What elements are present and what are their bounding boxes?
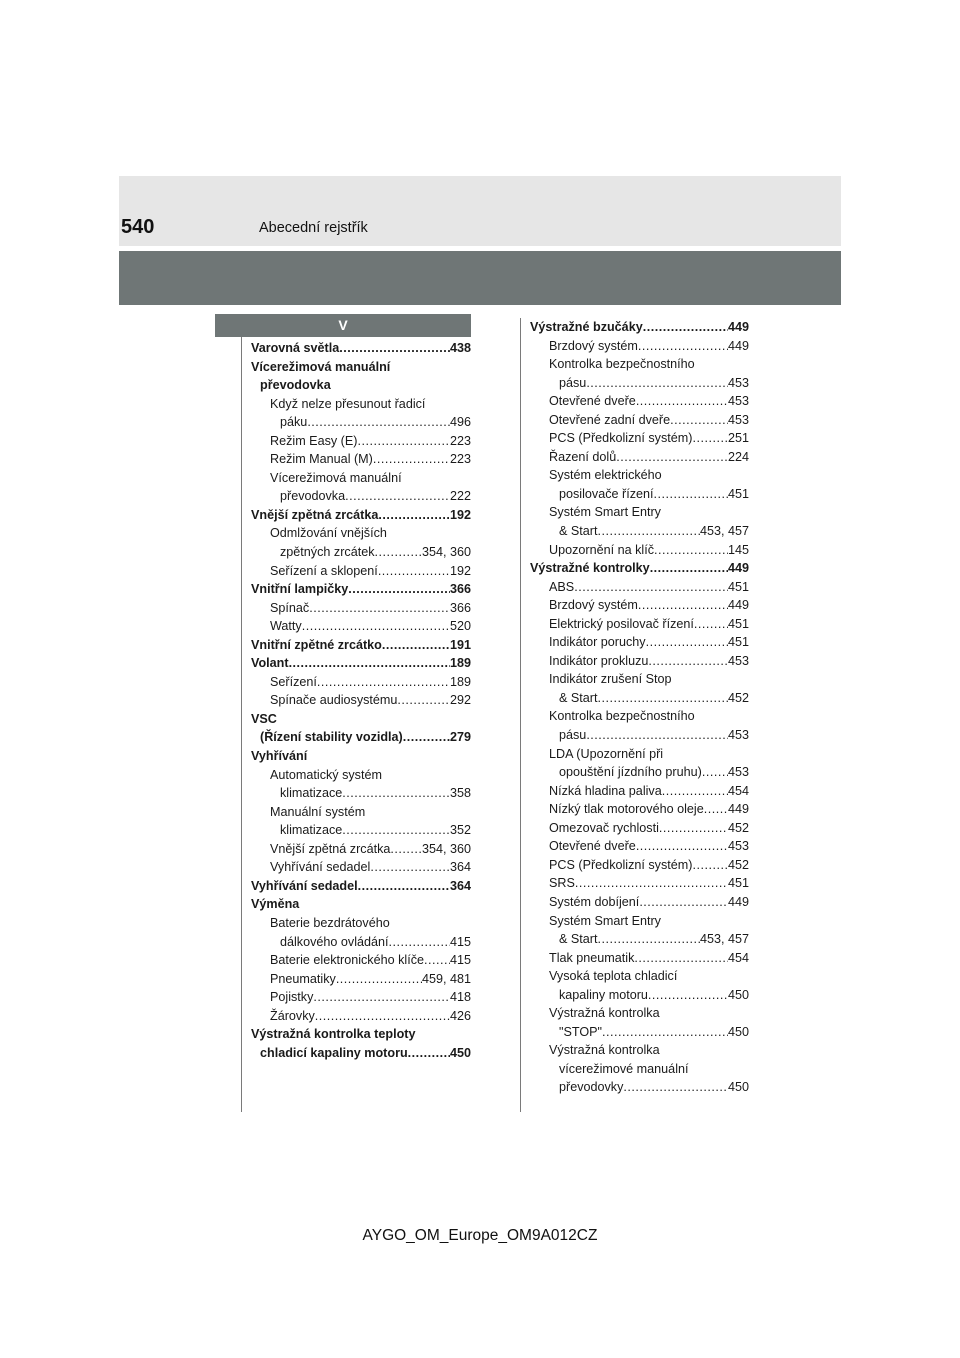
index-entry-term: Upozornění na klíč [549, 542, 655, 557]
index-entry-page: 451 [727, 635, 749, 650]
index-entry-page: 453 [727, 653, 749, 668]
index-column-right [530, 318, 749, 1097]
index-entry-page: 453 [727, 375, 749, 390]
index-entry [251, 599, 471, 618]
index-entry-page: 451 [727, 616, 749, 631]
index-entry-page: 364 [449, 878, 471, 893]
index-entry-term: Řazení dolů [549, 449, 617, 464]
index-entry-page: 453 [727, 839, 749, 854]
index-entry-page: 189 [449, 674, 471, 689]
leader-dots [586, 374, 728, 393]
leader-dots [390, 840, 422, 859]
index-entry-page: 354, 360 [421, 841, 471, 856]
index-entry [530, 633, 749, 652]
header-dark-band [119, 251, 841, 305]
index-entry [530, 949, 749, 968]
index-entry-page: 449 [727, 338, 749, 353]
index-entry [530, 837, 749, 856]
index-entry [530, 967, 749, 986]
index-entry-term: klimatizace [280, 786, 343, 801]
index-entry [530, 1078, 749, 1097]
index-entry [251, 654, 471, 673]
index-entry [251, 821, 471, 840]
index-entry [251, 728, 471, 747]
index-entry [530, 856, 749, 875]
index-entry-page: 453 [727, 765, 749, 780]
leader-dots [309, 599, 450, 618]
leader-dots [317, 673, 450, 692]
leader-dots [586, 726, 728, 745]
index-entry-term: LDA (Upozornění při [549, 746, 664, 761]
index-entry-term: Vícerežimová manuální [251, 359, 391, 374]
leader-dots [648, 986, 728, 1005]
index-entry [530, 1060, 749, 1079]
index-entry [530, 745, 749, 764]
index-entry [251, 580, 471, 599]
index-entry-term: Brzdový systém [549, 338, 638, 353]
leader-dots [382, 636, 450, 655]
index-entry-term: dálkového ovládání [280, 934, 389, 949]
column-rule-middle [520, 318, 521, 1112]
index-entry-page: 366 [449, 582, 471, 597]
leader-dots [659, 819, 728, 838]
index-entry-term: Výstražná kontrolka [549, 1043, 660, 1058]
leader-dots [345, 487, 450, 506]
leader-dots [636, 837, 728, 856]
index-entry-term: Otevřené zadní dveře [549, 412, 671, 427]
index-column-left [251, 339, 471, 1062]
index-entry-term: Režim Easy (E) [270, 433, 358, 448]
index-entry-term: klimatizace [280, 823, 343, 838]
index-entry-page: 452 [727, 857, 749, 872]
index-entry-term: vícerežimové manuální [559, 1061, 689, 1076]
leader-dots [654, 541, 728, 560]
index-entry [530, 392, 749, 411]
index-entry [251, 803, 471, 822]
index-entry [251, 432, 471, 451]
index-entry-page: 449 [727, 598, 749, 613]
index-entry-term: Režim Manual (M) [270, 452, 373, 467]
index-entry-term: Baterie elektronického klíče [270, 953, 425, 968]
leader-dots [342, 784, 450, 803]
leader-dots [646, 633, 728, 652]
leader-dots [692, 429, 728, 448]
index-entry-page: 450 [727, 987, 749, 1002]
index-entry [251, 543, 471, 562]
index-entry-term: kapaliny motoru [559, 987, 648, 1002]
index-entry-page: 279 [449, 730, 471, 745]
index-entry [530, 541, 749, 560]
index-entry-page: 192 [449, 563, 471, 578]
index-entry-term: Seřízení a sklopení [270, 563, 378, 578]
index-entry-term: Pneumatiky [270, 971, 336, 986]
index-entry [530, 615, 749, 634]
index-entry-page: 454 [727, 950, 749, 965]
index-entry-term: Seřízení [270, 674, 317, 689]
index-entry-term: Výstražné kontrolky [530, 561, 650, 576]
index-entry-page: 224 [727, 449, 749, 464]
index-entry-term: & Start [559, 690, 598, 705]
index-entry [530, 559, 749, 578]
index-entry-page: 453 [727, 728, 749, 743]
index-entry [530, 522, 749, 541]
index-entry-term: Výstražná kontrolka [549, 1006, 660, 1021]
index-entry [251, 914, 471, 933]
leader-dots [358, 877, 450, 896]
index-entry [251, 1025, 471, 1044]
index-entry [251, 524, 471, 543]
index-entry-term: Systém elektrického [549, 468, 662, 483]
index-entry [251, 766, 471, 785]
leader-dots [650, 559, 728, 578]
index-entry [530, 800, 749, 819]
leader-dots [315, 1007, 450, 1026]
index-entry [251, 895, 471, 914]
leader-dots [357, 432, 450, 451]
index-entry-term: VSC [251, 711, 277, 726]
index-entry-term: Kontrolka bezpečnostního [549, 357, 695, 372]
index-entry-term: Vyhřívání sedadel [251, 878, 358, 893]
leader-dots [302, 617, 450, 636]
index-entry [251, 1007, 471, 1026]
leader-dots [654, 485, 728, 504]
index-entry-term: opouštění jízdního pruhu) [559, 765, 702, 780]
index-entry-term: Vnitřní zpětné zrcátko [251, 637, 382, 652]
index-entry-page: 451 [727, 876, 749, 891]
leader-dots [389, 933, 450, 952]
leader-dots [397, 691, 450, 710]
index-entry-page: 459, 481 [421, 971, 471, 986]
index-entry [251, 933, 471, 952]
leader-dots [424, 951, 450, 970]
index-entry [530, 485, 749, 504]
index-entry [251, 487, 471, 506]
index-entry-term: posilovače řízení [559, 486, 654, 501]
section-title: Abecední rejstřík [259, 220, 368, 236]
leader-dots [339, 339, 450, 358]
index-entry-term: Varovná světla [251, 341, 340, 355]
index-entry-page: 453, 457 [699, 524, 749, 539]
page-number: 540 [121, 216, 155, 238]
index-entry-term: Vnější zpětná zrcátka [251, 507, 379, 522]
index-entry-term: Vyhřívání [251, 749, 308, 764]
leader-dots [702, 763, 728, 782]
index-entry-term: ABS [549, 579, 575, 594]
index-entry-page: 189 [449, 656, 471, 671]
index-entry-term: Otevřené dveře [549, 394, 636, 409]
index-entry-term: Žárovky [270, 1008, 315, 1023]
index-entry-term: Systém Smart Entry [549, 913, 661, 928]
leader-dots [639, 893, 728, 912]
index-entry-page: 451 [727, 579, 749, 594]
index-entry-term: Spínače audiosystému [270, 693, 398, 708]
index-entry-term: "STOP" [559, 1024, 603, 1039]
index-entry [530, 578, 749, 597]
index-entry [530, 1041, 749, 1060]
leader-dots [403, 728, 450, 747]
header-band [119, 176, 841, 246]
index-entry [251, 858, 471, 877]
index-entry-page: 449 [727, 802, 749, 817]
index-entry-term: převodovky [559, 1080, 624, 1095]
leader-dots [598, 689, 728, 708]
index-entry-page: 449 [727, 561, 749, 576]
index-entry-page: 453, 457 [699, 932, 749, 947]
index-entry [530, 429, 749, 448]
index-entry-page: 354, 360 [421, 545, 471, 560]
index-entry [251, 358, 471, 377]
index-entry-term: Vícerežimová manuální [270, 470, 402, 485]
index-entry-term: Watty [270, 619, 302, 634]
index-entry-term: Indikátor prokluzu [549, 653, 649, 668]
index-entry-page: 415 [449, 953, 471, 968]
index-entry-term: Tlak pneumatik [549, 950, 635, 965]
index-entry-term: Elektrický posilovač řízení [549, 616, 694, 631]
index-entry-term: chladicí kapaliny motoru [260, 1045, 408, 1060]
index-entry-page: 418 [449, 990, 471, 1005]
index-entry-term: pásu [559, 375, 587, 390]
index-letter-tab: V [215, 314, 471, 337]
index-entry [530, 689, 749, 708]
index-entry-page: 358 [449, 786, 471, 801]
index-entry [251, 376, 471, 395]
index-entry [251, 562, 471, 581]
leader-dots [704, 800, 728, 819]
index-entry [530, 596, 749, 615]
leader-dots [375, 543, 422, 562]
index-entry-page: 192 [449, 507, 471, 522]
leader-dots [662, 782, 728, 801]
index-entry-term: Brzdový systém [549, 598, 638, 613]
index-entry-term: Volant [251, 656, 289, 671]
index-entry-page: 415 [449, 934, 471, 949]
leader-dots [638, 337, 728, 356]
index-entry-term: Výstražná kontrolka teploty [251, 1027, 416, 1042]
index-entry-page: 450 [727, 1080, 749, 1095]
index-entry-term: pásu [559, 728, 587, 743]
index-entry-term: páku [280, 415, 308, 430]
index-entry-page: 438 [449, 341, 471, 355]
index-entry-page: 520 [449, 619, 471, 634]
index-entry [530, 1004, 749, 1023]
index-entry-term: převodovka [280, 489, 346, 504]
leader-dots [634, 949, 728, 968]
index-entry-page: 364 [449, 860, 471, 875]
index-entry [251, 469, 471, 488]
index-entry-term: Systém dobíjení [549, 894, 640, 909]
index-entry-page: 366 [449, 600, 471, 615]
leader-dots [313, 988, 450, 1007]
index-entry-term: Otevřené dveře [549, 839, 636, 854]
index-entry [251, 636, 471, 655]
index-entry-term: Když nelze přesunout řadicí [270, 396, 426, 411]
index-entry [530, 503, 749, 522]
leader-dots [289, 654, 450, 673]
index-entry [530, 782, 749, 801]
index-entry [530, 819, 749, 838]
index-entry-term: PCS (Předkolizní systém) [549, 431, 693, 446]
index-entry-term: Systém Smart Entry [549, 505, 661, 520]
index-entry-term: Indikátor zrušení Stop [549, 672, 672, 687]
index-entry-term: Spínač [270, 600, 310, 615]
index-entry-page: 223 [449, 433, 471, 448]
leader-dots [348, 580, 450, 599]
index-entry-page: 452 [727, 690, 749, 705]
column-rule-left [241, 337, 242, 1112]
index-entry-page: 426 [449, 1008, 471, 1023]
index-entry-term: Vnější zpětná zrcátka [270, 841, 391, 856]
index-entry [530, 893, 749, 912]
index-entry [251, 1044, 471, 1063]
leader-dots [378, 506, 450, 525]
leader-dots [616, 448, 728, 467]
document-footer: AYGO_OM_Europe_OM9A012CZ [362, 1227, 598, 1244]
index-entry-page: 452 [727, 820, 749, 835]
leader-dots [638, 596, 728, 615]
index-entry-term: (Řízení stability vozidla) [260, 730, 403, 745]
index-entry [251, 840, 471, 859]
index-entry [530, 318, 749, 337]
index-entry [251, 784, 471, 803]
index-entry [251, 506, 471, 525]
index-entry-term: & Start [559, 524, 598, 539]
index-entry-term: Manuální systém [270, 804, 366, 819]
index-entry-term: Omezovač rychlosti [549, 820, 659, 835]
index-entry [530, 763, 749, 782]
index-entry [251, 877, 471, 896]
index-entry [530, 355, 749, 374]
index-entry-term: & Start [559, 932, 598, 947]
index-entry-term: Nízký tlak motorového oleje [549, 802, 704, 817]
leader-dots [378, 562, 450, 581]
index-entry [251, 747, 471, 766]
index-entry [530, 466, 749, 485]
index-entry-term: zpětných zrcátek [280, 545, 375, 560]
index-entry-page: 496 [449, 415, 471, 430]
index-entry [530, 411, 749, 430]
index-entry-page: 191 [449, 637, 471, 652]
index-entry-term: Pojistky [270, 990, 314, 1005]
leader-dots [307, 413, 450, 432]
leader-dots [694, 615, 728, 634]
index-entry-page: 453 [727, 412, 749, 427]
leader-dots [636, 392, 728, 411]
index-entry-page: 251 [727, 431, 749, 446]
leader-dots [370, 858, 450, 877]
index-entry [530, 912, 749, 931]
index-entry-term: Indikátor poruchy [549, 635, 646, 650]
leader-dots [574, 578, 728, 597]
index-entry [251, 450, 471, 469]
leader-dots [648, 652, 728, 671]
leader-dots [598, 522, 700, 541]
index-entry-page: 145 [727, 542, 749, 557]
index-entry-term: Vnitřní lampičky [251, 582, 349, 597]
index-entry-term: Vyhřívání sedadel [270, 860, 371, 875]
index-entry-page: 454 [727, 783, 749, 798]
index-entry-page: 223 [449, 452, 471, 467]
index-entry-page: 453 [727, 394, 749, 409]
leader-dots [670, 411, 728, 430]
index-entry [251, 988, 471, 1007]
index-entry-term: převodovka [260, 378, 331, 393]
index-entry [530, 337, 749, 356]
index-entry-page: 450 [449, 1045, 471, 1060]
index-entry [530, 874, 749, 893]
index-entry [530, 707, 749, 726]
leader-dots [602, 1023, 728, 1042]
leader-dots [623, 1078, 728, 1097]
index-entry [251, 691, 471, 710]
index-entry-page: 449 [727, 320, 749, 334]
index-entry [530, 930, 749, 949]
index-entry [251, 339, 471, 358]
index-entry [251, 617, 471, 636]
leader-dots [336, 970, 422, 989]
index-entry-term: Odmlžování vnějších [270, 526, 387, 541]
index-entry-term: Výstražné bzučáky [530, 320, 643, 334]
index-entry-page: 449 [727, 894, 749, 909]
index-entry [530, 670, 749, 689]
index-entry-page: 222 [449, 489, 471, 504]
leader-dots [598, 930, 700, 949]
index-entry-page: 292 [449, 693, 471, 708]
index-entry [530, 1023, 749, 1042]
index-entry [530, 374, 749, 393]
leader-dots [643, 318, 728, 337]
index-entry-page: 450 [727, 1024, 749, 1039]
leader-dots [692, 856, 728, 875]
index-entry-term: Kontrolka bezpečnostního [549, 709, 695, 724]
index-entry-term: Výměna [251, 897, 300, 912]
index-entry [530, 986, 749, 1005]
index-entry [251, 970, 471, 989]
leader-dots [408, 1044, 450, 1063]
index-entry-term: Automatický systém [270, 767, 382, 782]
index-entry [530, 726, 749, 745]
leader-dots [373, 450, 450, 469]
leader-dots [575, 874, 728, 893]
index-entry-term: SRS [549, 876, 575, 891]
index-entry [251, 710, 471, 729]
index-entry-page: 352 [449, 823, 471, 838]
index-entry [530, 448, 749, 467]
index-entry-term: Vysoká teplota chladicí [549, 969, 678, 984]
index-entry-page: 451 [727, 486, 749, 501]
index-entry [251, 951, 471, 970]
index-entry-term: Nízká hladina paliva [549, 783, 662, 798]
index-entry [251, 673, 471, 692]
index-entry-term: PCS (Předkolizní systém) [549, 857, 693, 872]
index-entry [530, 652, 749, 671]
leader-dots [342, 821, 450, 840]
index-entry-term: Baterie bezdrátového [270, 915, 390, 930]
index-entry [251, 395, 471, 414]
index-entry [251, 413, 471, 432]
